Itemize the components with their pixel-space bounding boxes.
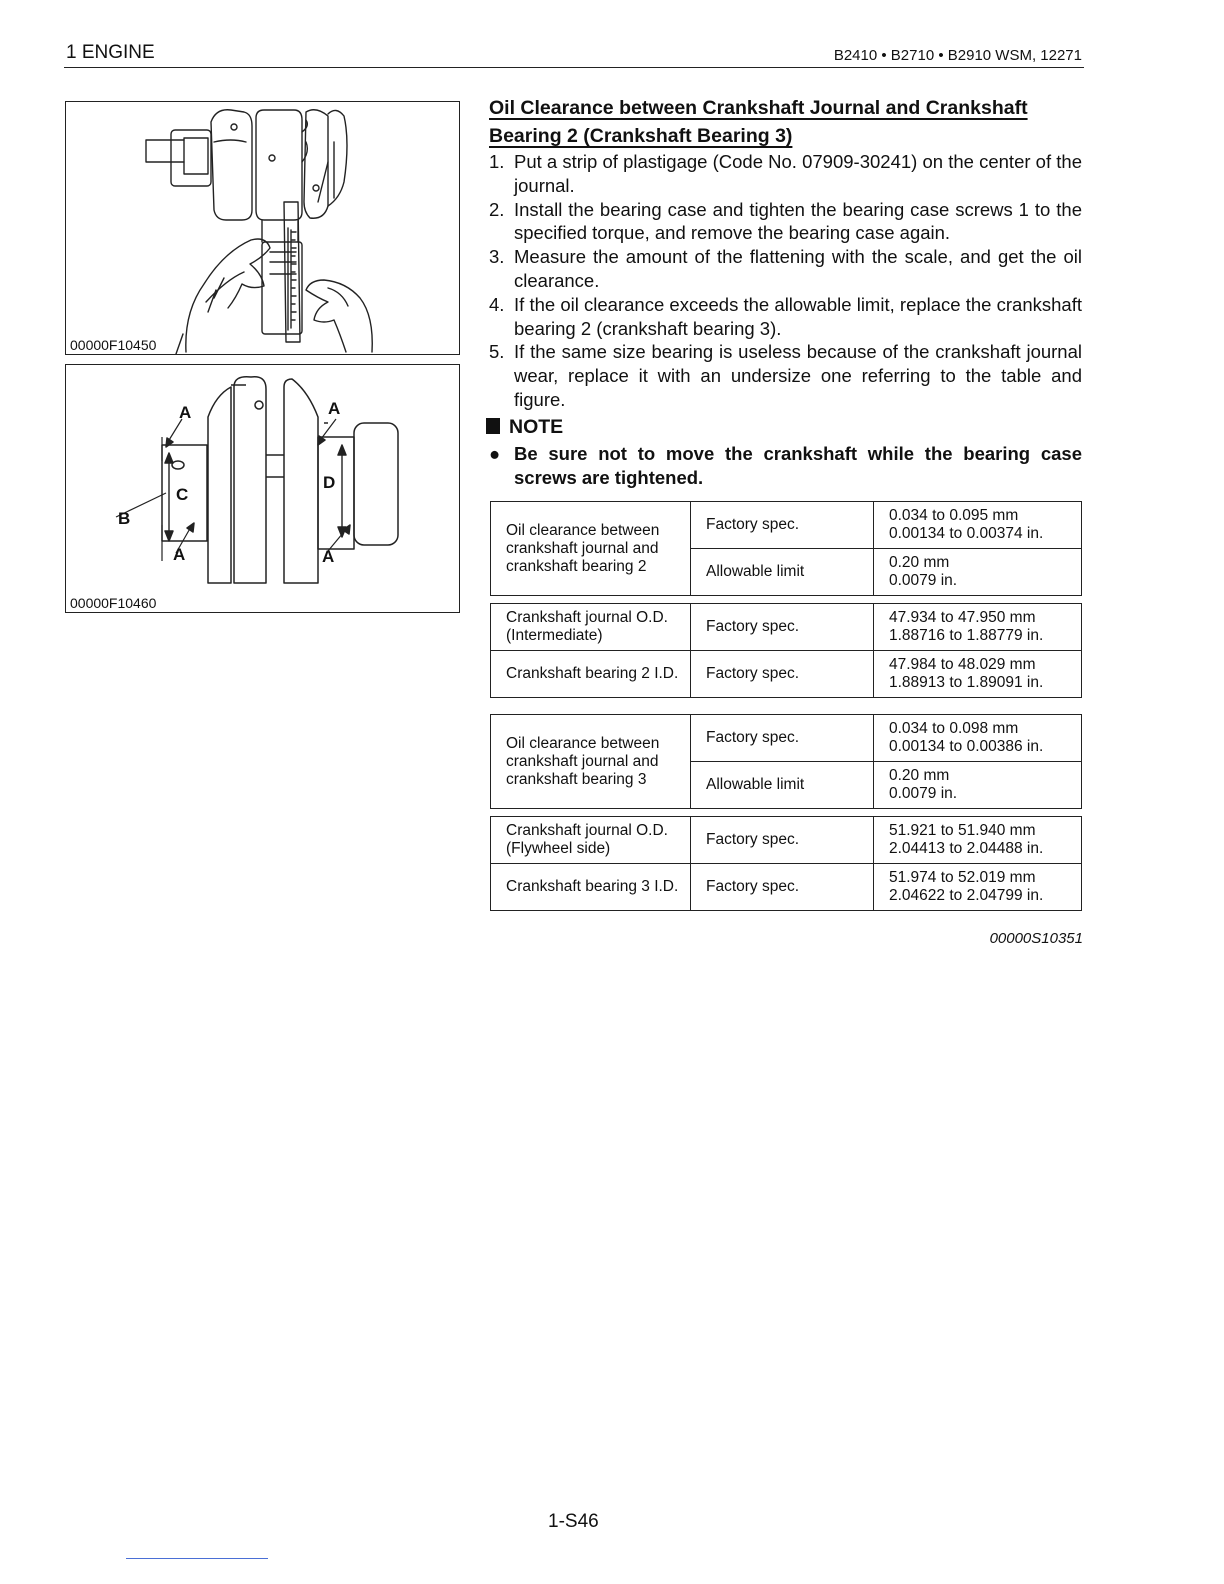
label-c: C	[176, 485, 189, 504]
spec-value: 47.934 to 47.950 mm 1.88716 to 1.88779 in.	[874, 604, 1082, 651]
spec-table-bearing-3-clearance	[490, 714, 1082, 809]
model-header: B2410 • B2710 • B2910 WSM, 12271	[833, 47, 1082, 64]
step-item: 3. Measure the amount of the flattening with the scale, and get the oil clearance.	[489, 246, 1082, 291]
procedure-title	[489, 94, 1089, 150]
section-title: 1 ENGINE	[66, 42, 155, 63]
spec-item: Oil clearance between crankshaft journal and crankshaft bearing 2	[491, 502, 691, 596]
crankshaft-measure-illustration	[66, 102, 459, 354]
figure-code: 00000F10450	[70, 337, 157, 353]
spec-value: 0.034 to 0.098 mm 0.00134 to 0.00386 in.	[874, 715, 1082, 762]
crank-web-right	[284, 379, 318, 583]
header-rule	[64, 67, 1084, 68]
spec-table-journal-3	[490, 816, 1082, 911]
spec-type: Factory spec.	[691, 651, 874, 698]
page-number: 1-S46	[548, 1511, 599, 1532]
spec-value: 47.984 to 48.029 mm 1.88913 to 1.89091 in.	[874, 651, 1082, 698]
label-a-top-right: A	[328, 399, 341, 418]
spec-type: Factory spec.	[691, 604, 874, 651]
spec-item: Crankshaft bearing 2 I.D.	[491, 651, 691, 698]
note-square-icon	[486, 418, 500, 434]
crank-web-left	[208, 385, 246, 583]
spec-item: Oil clearance between crankshaft journal and crankshaft bearing 3	[491, 715, 691, 809]
spec-type: Factory spec.	[691, 715, 874, 762]
procedure-steps	[489, 150, 1082, 412]
figure-crankshaft-dimensions	[65, 364, 460, 613]
spec-value: 0.20 mm 0.0079 in.	[874, 549, 1082, 596]
spec-type: Factory spec.	[691, 817, 874, 864]
label-a-top-left: A	[179, 403, 192, 422]
step-item: 2. Install the bearing case and tighten the bearing case screws 1 to the specified torque, and remove the bearing case again.	[489, 198, 1082, 244]
reference-code: 00000S10351	[989, 930, 1083, 947]
spec-table-journal-2	[490, 603, 1082, 698]
step-item: 4. If the oil clearance exceeds the allowable limit, replace the crankshaft bearing 2 (crankshaft bearing 3).	[489, 293, 1082, 339]
figure-plastigage-measurement	[65, 101, 460, 355]
figure-code: 00000F10460	[70, 595, 157, 611]
step-item: 5. If the same size bearing is useless because of the crankshaft journal wear, replace it with an undersize one referring to the table and figure.	[489, 341, 1082, 410]
label-a-bottom-right: A	[322, 547, 335, 566]
spec-value: 0.20 mm 0.0079 in.	[874, 762, 1082, 809]
crankshaft-diagram	[66, 365, 459, 612]
label-a-bottom-left: A	[173, 545, 186, 564]
spec-table-bearing-2-clearance	[490, 501, 1082, 596]
spec-type: Factory spec.	[691, 502, 874, 549]
spec-type: Allowable limit	[691, 762, 874, 809]
label-d: D	[323, 473, 336, 492]
title-line-1: Oil Clearance between Crankshaft Journal and Crankshaft	[489, 97, 1028, 119]
spec-type: Allowable limit	[691, 549, 874, 596]
spec-type: Factory spec.	[691, 864, 874, 911]
step-item: 1. Put a strip of plastigage (Code No. 07909-30241) on the center of the journal.	[489, 151, 1082, 196]
scan-mark-line	[126, 1558, 268, 1559]
bullet-icon: ●	[489, 443, 501, 464]
spec-item: Crankshaft journal O.D. (Flywheel side)	[491, 817, 691, 864]
spec-item: Crankshaft bearing 3 I.D.	[491, 864, 691, 911]
spec-item: Crankshaft journal O.D. (Intermediate)	[491, 604, 691, 651]
spec-value: 51.974 to 52.019 mm 2.04622 to 2.04799 in.	[874, 864, 1082, 911]
title-line-2: Bearing 2 (Crankshaft Bearing 3)	[489, 125, 793, 147]
spec-value: 0.034 to 0.095 mm 0.00134 to 0.00374 in.	[874, 502, 1082, 549]
note-text: ● Be sure not to move the crankshaft while the bearing case screws are tightened.	[489, 443, 1082, 488]
note-heading: NOTE	[486, 416, 563, 439]
spec-value: 51.921 to 51.940 mm 2.04413 to 2.04488 in.	[874, 817, 1082, 864]
label-b: B	[118, 509, 131, 528]
